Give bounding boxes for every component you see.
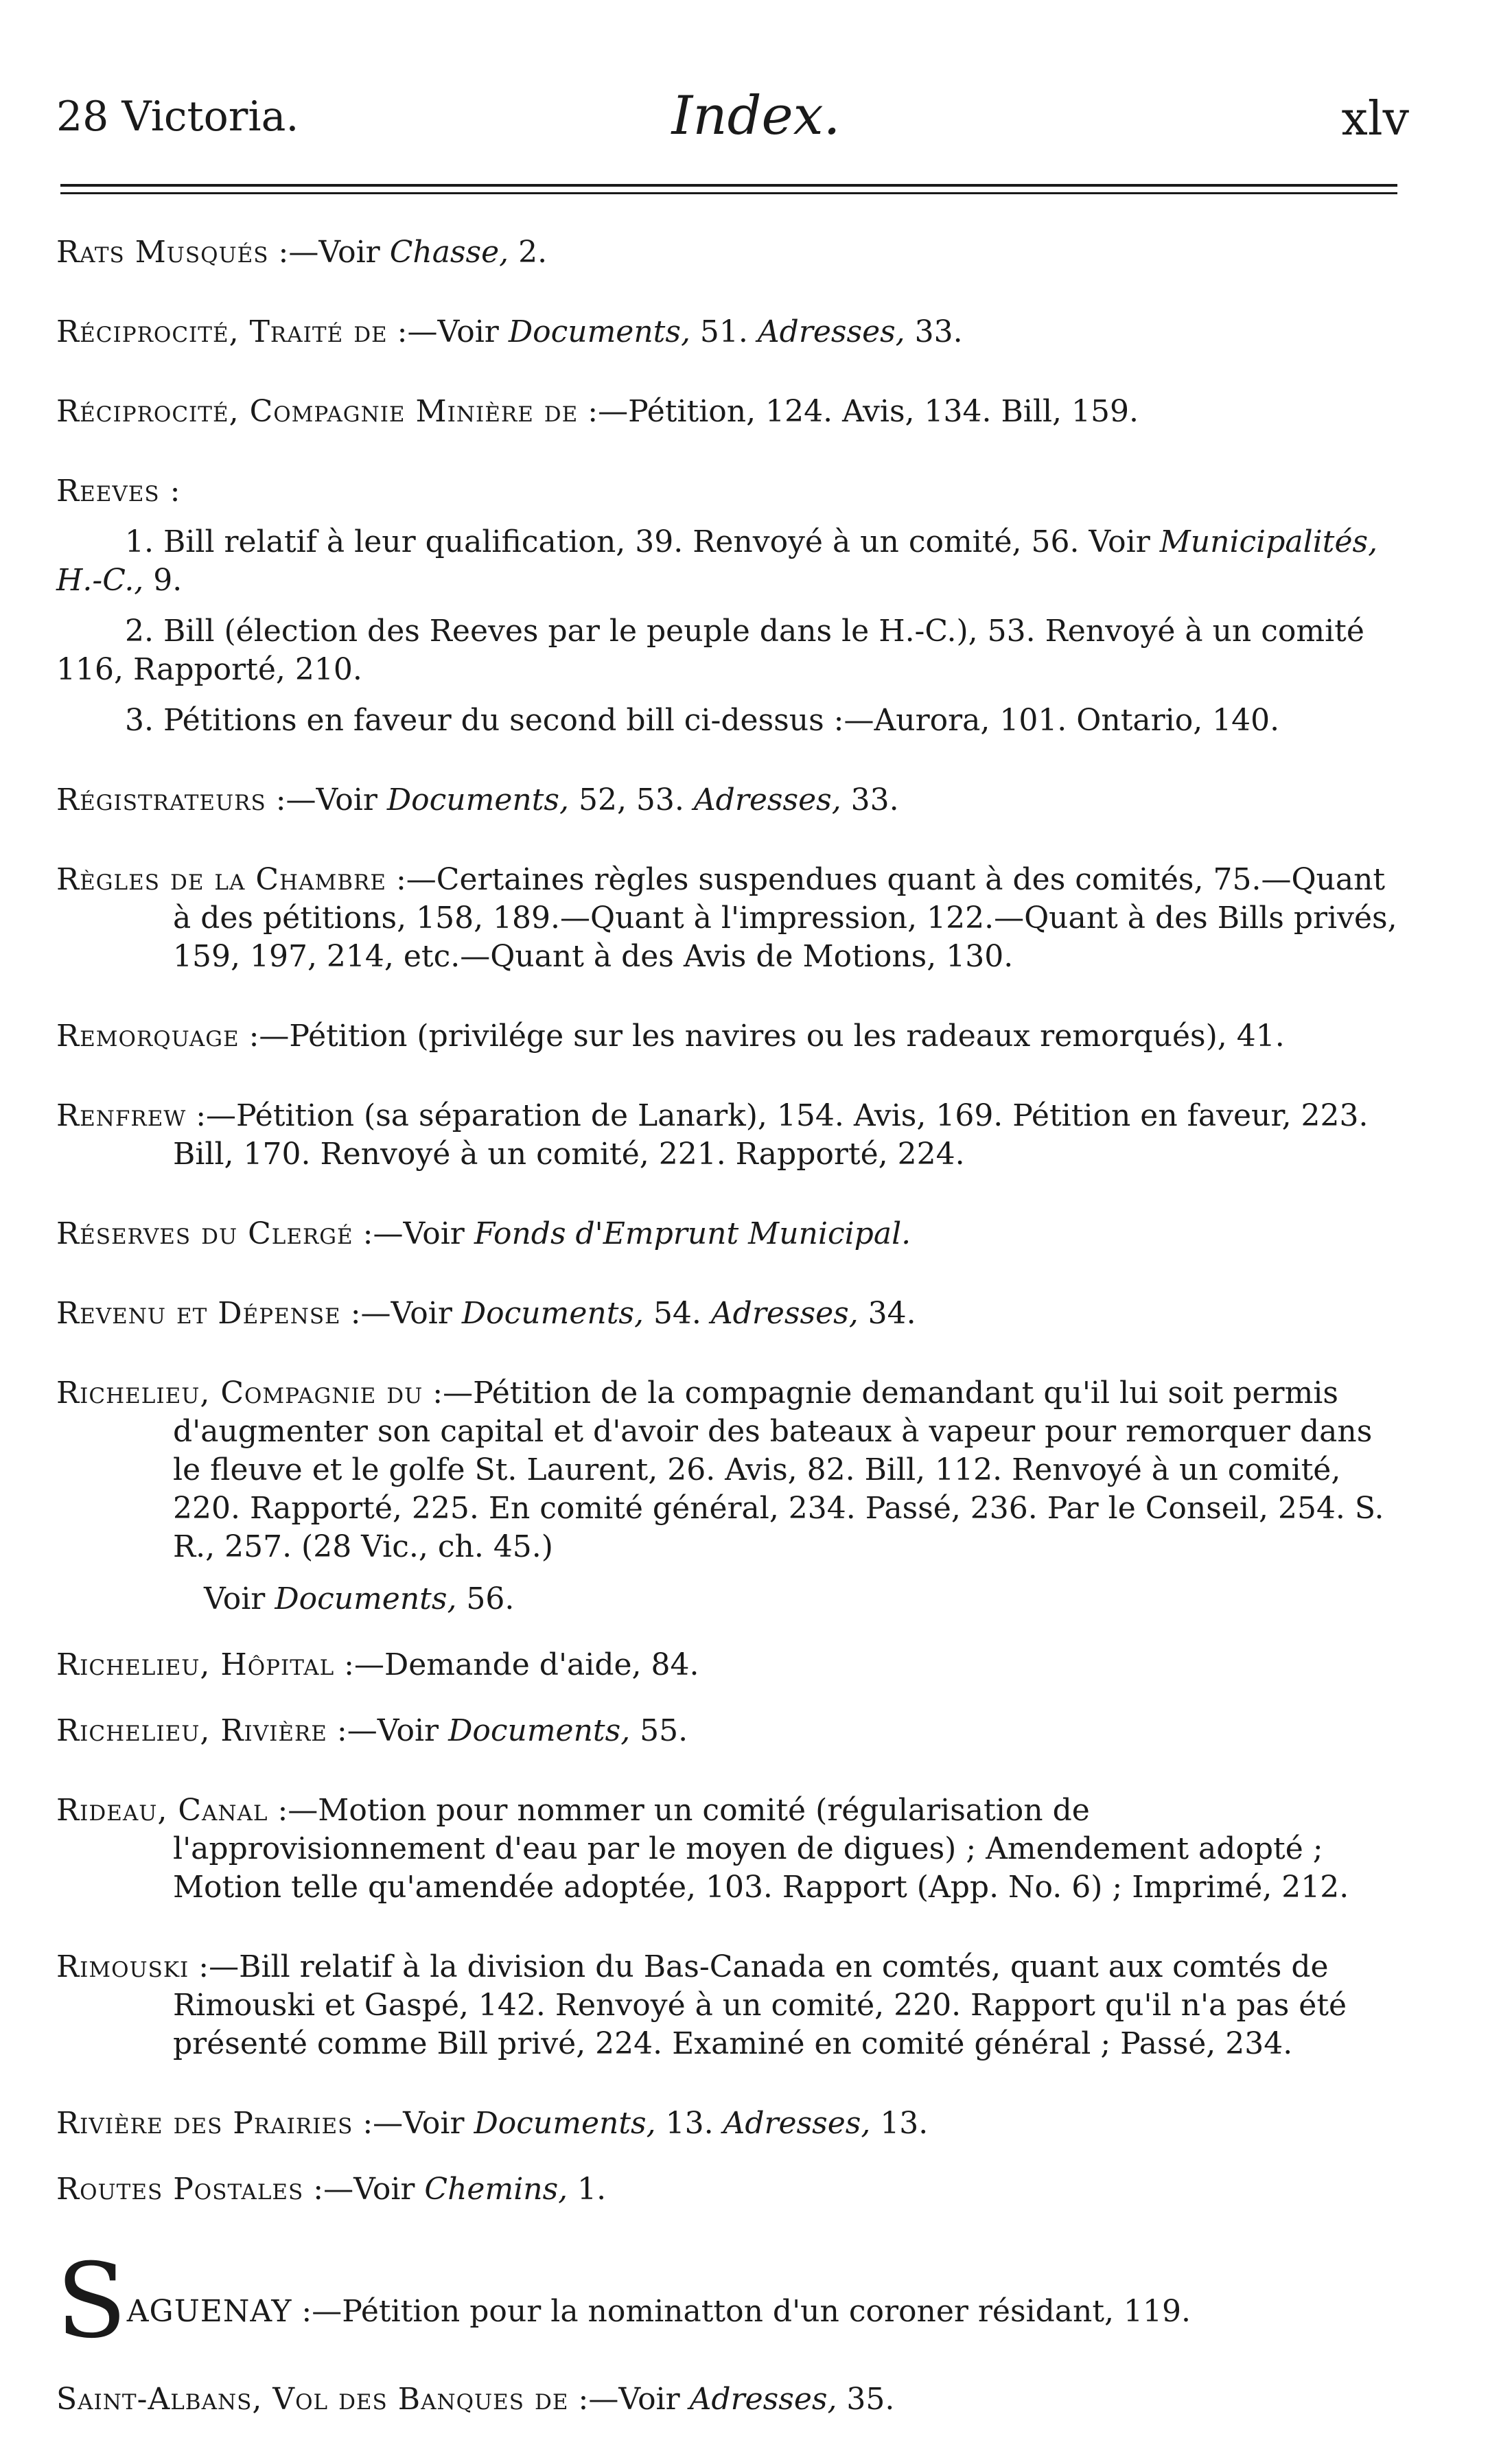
index-entry [56,472,1401,740]
entry-heading: Richelieu, Hôpital [56,1647,335,1682]
entry-reference: Documents, [461,1296,644,1331]
entry-heading: AGUENAY [126,2294,292,2329]
see-also [56,1580,1401,1618]
index-entry [56,2242,1401,2361]
index-entry [56,861,1401,976]
entry-text: :—Motion pour nommer un comité (régularisation de l'approvisionnement d'eau par le moyen de digues) ; Amendement adopté ; Motion telle qu'amendée adoptée, 103. Rapport (App. No. 6) ; Imprimé, 212. [173,1793,1349,1905]
entry-text: :—Voir [568,2382,690,2417]
sub-entry [56,523,1401,600]
entry-text: :—Voir [327,1713,449,1748]
entry-heading: Réciprocité, Compagnie Minière de [56,394,579,429]
entry-text: 2. [509,235,548,270]
sub-entry-number: 2. [125,614,154,649]
entry-text: :—Bill relatif à la division du Bas-Canada en comtés, quant aux comtés de Rimouski et Gaspé, 142. Renvoyé à un comité, 220. Rapport qu'il n'a pas été présenté comme Bill privé, 224. Examiné en comité général ; Passé, 234. [173,1949,1347,2061]
entry-heading: Routes Postales [56,2172,304,2207]
entry-text: 13. [870,2106,929,2141]
entry-text: 35. [837,2382,895,2417]
section-initial: S [56,2242,127,2361]
entry-reference: Documents, [275,1581,457,1616]
entry-heading: Revenu et Dépense [56,1296,341,1331]
entry-text: 1. [568,2172,607,2207]
entry-heading: Rimouski [56,1949,189,1984]
entry-heading: Reeves : [56,474,181,509]
running-header-page-number: xlv [1341,92,1409,146]
header-rule-top [60,184,1397,187]
entry-reference: Documents, [386,782,569,817]
sub-entry-text: Pétitions en faveur du second bill ci-dessus :—Aurora, 101. Ontario, 140. [153,703,1280,738]
entry-reference: Chemins, [424,2172,568,2207]
index-body [56,233,1401,2460]
index-entry [56,781,1401,820]
entry-heading: Rivière des Prairies [56,2106,353,2141]
entry-heading: Richelieu, Rivière [56,1713,327,1748]
index-entry [56,1374,1401,1618]
entry-reference: Adresses, [710,1296,859,1331]
entry-text: 34. [858,1296,916,1331]
index-entry [56,2170,1401,2209]
entry-text: 33. [905,314,963,349]
entry-text: 33. [841,782,899,817]
entry-text: :—Voir [266,782,387,817]
index-entry [56,1295,1401,1333]
sub-entry-number: 1. [125,524,154,559]
entry-reference: Adresses, [693,782,841,817]
index-entry [56,1215,1401,1253]
entry-heading: Rats Musqués [56,235,269,270]
entry-text: 51. [690,314,758,349]
entry-text: 56. [456,1581,515,1616]
entry-text: :—Voir [303,2172,425,2207]
entry-text: Voir [204,1581,275,1616]
entry-text: :—Pétition de la compagnie demandant qu'il lui soit permis d'augmenter son capital et d'avoir des bateaux à vapeur pour remorquer dans le fleuve et le golfe St. Laurent, 26. Avis, 82. Bill, 112. Renvoyé à un comité, 220. Rapporté, 225. En comité général, 234. Passé, 236. Par le Conseil, 254. S. R., 257. (28 Vic., ch. 45.) [173,1376,1384,1564]
entry-reference: Chasse, [389,235,509,270]
entry-text: 9. [143,563,183,598]
sub-entry [56,701,1401,740]
index-entry [56,1017,1401,1056]
index-entry [56,393,1401,431]
entry-main [56,1374,1401,1566]
entry-reference: Documents, [508,314,690,349]
entry-reference: Adresses, [723,2106,871,2141]
entry-heading: Régistrateurs [56,782,266,817]
entry-text: :—Voir [353,1216,474,1251]
entry-text: 55. [630,1713,688,1748]
entry-text: 52, 53. [568,782,694,817]
index-entry [56,313,1401,351]
running-header-left: 28 Victoria. [56,93,299,141]
entry-text: :—Pétition (sa séparation de Lanark), 154. Avis, 169. Pétition en faveur, 223. Bill, 170. Renvoyé à un comité, 221. Rapporté, 224. [173,1098,1369,1172]
index-entry [56,2104,1401,2143]
entry-text: :—Voir [340,1296,462,1331]
entry-reference: Fonds d'Emprunt Municipal. [474,1216,911,1251]
entry-heading: Rideau, Canal [56,1793,268,1828]
header-rule-bottom [60,192,1397,194]
sub-entry-text: Bill (élection des Reeves par le peuple dans le H.-C.), 53. Renvoyé à un comité 116, Rapporté, 210. [56,614,1364,687]
entry-heading: Renfrew [56,1098,187,1133]
entry-text: :—Pétition (privilége sur les navires ou les radeaux remorqués), 41. [239,1019,1285,1054]
sub-entry-number: 3. [125,703,154,738]
entry-text: :—Voir [387,314,509,349]
entry-reference: Municipalités, H.-C., [56,524,1378,598]
entry-heading: Réserves du Clergé [56,1216,353,1251]
entry-heading: Règles de la Chambre [56,862,386,897]
entry-text: :—Pétition pour la nominatton d'un coroner résidant, 119. [292,2294,1191,2329]
sub-entry [56,612,1401,689]
entry-text: :—Certaines règles suspendues quant à des comités, 75.—Quant à des pétitions, 158, 189.—Quant à l'impression, 122.—Quant à des Bills privés, 159, 197, 214, etc.—Quant à des Avis de Motions, 130. [173,862,1397,974]
entry-reference: Documents, [448,1713,631,1748]
index-entry [56,1646,1401,1684]
entry-heading: Remorquage [56,1019,240,1054]
entry-text: :—Voir [268,235,390,270]
entry-reference: Documents, [474,2106,656,2141]
entry-heading: Richelieu, Compagnie du [56,1376,423,1411]
index-entry [56,2380,1401,2419]
index-entry [56,233,1401,272]
entry-text: :—Voir [353,2106,474,2141]
entry-text: 13. [655,2106,723,2141]
index-entry [56,1948,1401,2063]
entry-reference: Adresses, [689,2382,837,2417]
entry-text: 54. [643,1296,711,1331]
entry-reference: Adresses, [757,314,905,349]
entry-text: :—Pétition, 124. Avis, 134. Bill, 159. [578,394,1139,429]
entry-heading: Réciprocité, Traité de [56,314,388,349]
running-header-title: Index. [671,85,841,147]
index-entry [56,1712,1401,1750]
index-entry [56,1097,1401,1174]
entry-text: :—Demande d'aide, 84. [334,1647,699,1682]
sub-entry-text: Bill relatif à leur qualification, 39. Renvoyé à un comité, 56. Voir [153,524,1160,559]
entry-heading: Saint-Albans, Vol des Banques de [56,2382,569,2417]
index-entry [56,1791,1401,1907]
